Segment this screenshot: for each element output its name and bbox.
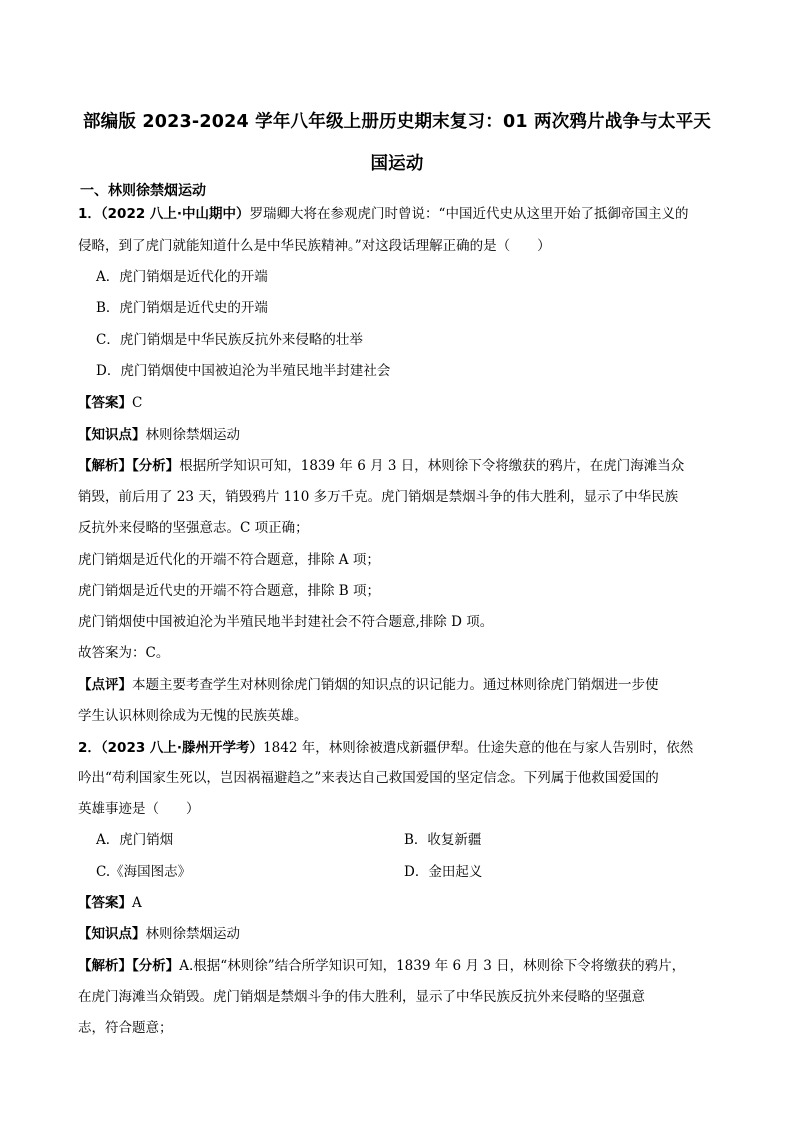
q1-number: 1． [78, 206, 101, 222]
q1-comment-line-1 [78, 675, 659, 695]
q1-comment-tag: 【点评】 [78, 677, 132, 693]
q2-stem-text-1: 1842 年，林则徐被遣戍新疆伊犁。仕途失意的他在与家人告别时，依然 [263, 740, 694, 756]
q2-knowledge-point [78, 924, 240, 944]
q2-analysis-line-3: 志，符合题意； [78, 1020, 173, 1036]
document-title-line-1: 部编版 2023-2024 学年八年级上册历史期末复习：01 两次鸦片战争与太平天 [82, 112, 711, 132]
q1-fenxi-tag: 【分析】 [132, 458, 180, 474]
q2-analysis-tag: 【解析】 [78, 958, 132, 974]
q1-analysis-tag: 【解析】 [78, 458, 132, 474]
q1-answer-line [78, 393, 142, 413]
document-title-line-2: 国运动 [370, 154, 424, 174]
q2-option-d: D．金田起义 [404, 864, 483, 880]
q1-answer-tag: 【答案】 [78, 395, 132, 411]
q2-source: （2023 八上·滕州开学考） [100, 740, 264, 756]
q1-knowledge-point [78, 425, 240, 445]
q1-option-c: C．虎门销烟是中华民族反抗外来侵略的壮举 [96, 332, 363, 348]
section-heading: 一、林则徐禁烟运动 [80, 183, 206, 199]
q2-stem-line-2: 吟出“苟利国家生死以，岂因祸福避趋之”来表达自己救国爱国的坚定信念。下列属于他救国爱国的 [78, 770, 659, 786]
q1-option-b: B．虎门销烟是近代史的开端 [96, 300, 268, 316]
q1-analysis-line-6: 虎门销烟使中国被迫沦为半殖民地半封建社会不符合题意,排除 D 项。 [78, 614, 494, 630]
q2-answer-line [78, 893, 142, 913]
q1-kp-tag: 【知识点】 [78, 427, 146, 443]
q2-answer-tag: 【答案】 [78, 895, 132, 911]
q1-answer: C [132, 395, 143, 411]
q2-analysis-line-1 [78, 956, 685, 976]
q2-analysis-text-1: A.根据“林则徐”结合所学知识可知，1839 年 6 月 3 日，林则徐下令将缴获的鸦片， [179, 958, 686, 974]
q2-analysis-line-2: 在虎门海滩当众销毁。虎门销烟是禁烟斗争的伟大胜利，显示了中华民族反抗外来侵略的坚强意 [78, 989, 645, 1005]
q1-kp: 林则徐禁烟运动 [145, 427, 240, 443]
q1-comment-text-1: 本题主要考查学生对林则徐虎门销烟的知识点的识记能力。通过林则徐虎门销烟进一步使 [132, 677, 659, 693]
q1-stem-line-2: 侵略，到了虎门就能知道什么是中华民族精神。”对这段话理解正确的是（ ） [78, 238, 551, 254]
q2-fenxi-tag: 【分析】 [132, 958, 180, 974]
q1-stem-text-1: 罗瑞卿大将在参观虎门时曾说：“中国近代史从这里开始了抵御帝国主义的 [249, 206, 689, 222]
q2-number: 2． [78, 740, 101, 756]
q2-option-c: C.《海国图志》 [96, 864, 192, 880]
q2-kp-tag: 【知识点】 [78, 926, 146, 942]
q1-analysis-line-7: 故答案为：C。 [78, 645, 170, 661]
q2-kp: 林则徐禁烟运动 [145, 926, 240, 942]
q2-stem-line-1 [78, 738, 693, 758]
q1-analysis-line-5: 虎门销烟是近代史的开端不符合题意，排除 B 项； [78, 583, 381, 599]
q2-option-a: A．虎门销烟 [96, 832, 174, 848]
q1-stem-line-1 [78, 204, 688, 224]
q1-analysis-line-4: 虎门销烟是近代化的开端不符合题意，排除 A 项； [78, 552, 380, 568]
q1-analysis-line-2: 销毁，前后用了 23 天，销毁鸦片 110 多万千克。虎门销烟是禁烟斗争的伟大胜利，显示了中华民族 [78, 489, 679, 505]
q2-stem-line-3: 英雄事迹是（ ） [78, 801, 200, 817]
q2-option-b: B．收复新疆 [404, 832, 482, 848]
q2-answer: A [132, 895, 142, 911]
q1-analysis-line-1 [78, 456, 684, 476]
q1-analysis-text-1: 根据所学知识可知，1839 年 6 月 3 日，林则徐下令将缴获的鸦片，在虎门海滩当众 [179, 458, 685, 474]
q1-analysis-line-3: 反抗外来侵略的坚强意志。C 项正确； [78, 520, 309, 536]
q1-source: （2022 八上·中山期中） [100, 206, 250, 222]
q1-option-d: D．虎门销烟使中国被迫沦为半殖民地半封建社会 [96, 363, 391, 379]
q1-comment-line-2: 学生认识林则徐成为无愧的民族英雄。 [78, 708, 308, 724]
q1-option-a: A．虎门销烟是近代化的开端 [96, 269, 268, 285]
